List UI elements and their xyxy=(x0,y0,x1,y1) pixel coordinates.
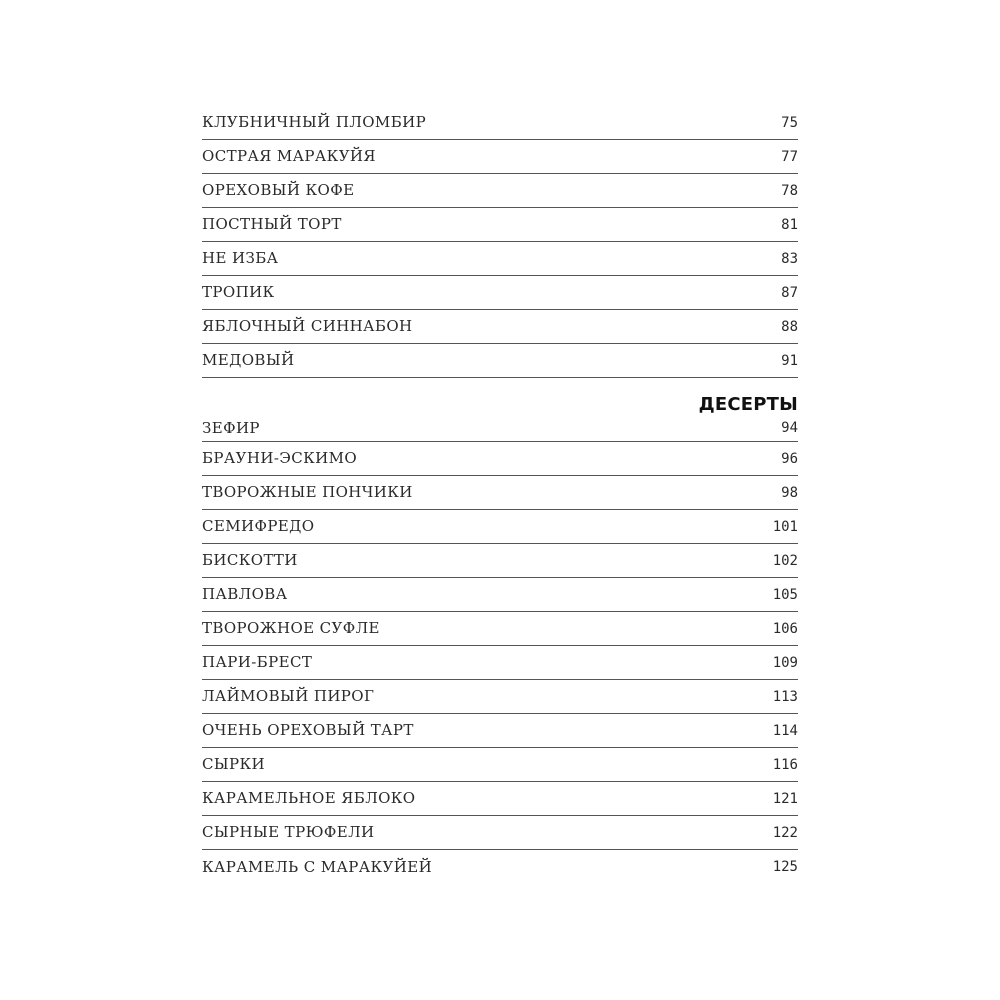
toc-entry-title: ОСТРАЯ МАРАКУЙЯ xyxy=(202,147,376,165)
toc-entry[interactable] xyxy=(202,344,798,378)
toc-entry[interactable] xyxy=(202,242,798,276)
toc-entry-page: 102 xyxy=(772,552,798,569)
toc-entry[interactable] xyxy=(202,748,798,782)
toc-entry-title: ОЧЕНЬ ОРЕХОВЫЙ ТАРТ xyxy=(202,721,414,739)
toc-entry-title: ТВОРОЖНОЕ СУФЛЕ xyxy=(202,619,380,637)
toc-entry-page: 101 xyxy=(772,518,798,535)
toc-entry-title: ПОСТНЫЙ ТОРТ xyxy=(202,215,342,233)
toc-entry-page: 125 xyxy=(772,859,798,875)
toc-entry-page: 98 xyxy=(781,484,798,501)
toc-section-desserts xyxy=(202,395,798,884)
toc-entry-title: КАРАМЕЛЬ С МАРАКУЙЕЙ xyxy=(202,857,433,876)
toc-entry[interactable] xyxy=(202,544,798,578)
toc-entry-title: ТВОРОЖНЫЕ ПОНЧИКИ xyxy=(202,483,413,501)
toc-entry-title: КАРАМЕЛЬНОЕ ЯБЛОКО xyxy=(202,789,416,807)
toc-entry[interactable] xyxy=(202,578,798,612)
toc-entry-page: 105 xyxy=(772,586,798,603)
toc-entry-title: ПАВЛОВА xyxy=(202,585,288,603)
toc-section-1 xyxy=(202,106,798,378)
toc-entry[interactable] xyxy=(202,612,798,646)
section-heading: ДЕСЕРТЫ xyxy=(698,394,798,415)
toc-entry-page: 81 xyxy=(781,216,798,233)
toc-entry[interactable] xyxy=(202,510,798,544)
toc-entry-page: 94 xyxy=(781,420,798,436)
toc-entry-title: СЫРКИ xyxy=(202,755,266,773)
toc-entry-page: 106 xyxy=(772,620,798,637)
toc-entry-title: СЫРНЫЕ ТРЮФЕЛИ xyxy=(202,823,375,841)
toc-entry-page: 122 xyxy=(772,824,798,841)
toc-entry[interactable] xyxy=(202,782,798,816)
toc-entry-title: ЗЕФИР xyxy=(202,418,260,437)
toc-entry-page: 116 xyxy=(772,756,798,773)
toc-entry[interactable] xyxy=(202,714,798,748)
toc-entry[interactable] xyxy=(202,442,798,476)
toc-entry-title: ТРОПИК xyxy=(202,283,275,301)
toc-entry-page: 96 xyxy=(781,450,798,467)
toc-entry-page: 87 xyxy=(781,284,798,301)
toc-entry-page: 109 xyxy=(772,654,798,671)
toc-entry[interactable] xyxy=(202,680,798,714)
toc-entry-page: 75 xyxy=(781,114,798,131)
toc-section-1-entries xyxy=(202,106,798,378)
toc-entry[interactable] xyxy=(202,276,798,310)
toc-entry-page: 113 xyxy=(772,688,798,705)
toc-entry-title: БИСКОТТИ xyxy=(202,551,298,569)
toc-entry-title: ЯБЛОЧНЫЙ СИННАБОН xyxy=(202,317,413,335)
toc-entry-title: КЛУБНИЧНЫЙ ПЛОМБИР xyxy=(202,113,427,131)
toc-entry-title: МЕДОВЫЙ xyxy=(202,351,295,369)
toc-entry-title: НЕ ИЗБА xyxy=(202,249,279,267)
toc-entry-title: БРАУНИ-ЭСКИМО xyxy=(202,449,358,467)
toc-entry-title: СЕМИФРЕДО xyxy=(202,517,315,535)
toc-entry-page: 91 xyxy=(781,352,798,369)
toc-entry[interactable] xyxy=(202,208,798,242)
toc-entry[interactable] xyxy=(202,140,798,174)
toc-entry-page: 77 xyxy=(781,148,798,165)
toc-entry-page: 114 xyxy=(772,722,798,739)
toc-section-desserts-entries xyxy=(202,415,798,884)
toc-entry[interactable] xyxy=(202,646,798,680)
toc-entry-title: ЛАЙМОВЫЙ ПИРОГ xyxy=(202,687,375,705)
toc-entry[interactable] xyxy=(202,816,798,850)
toc-entry[interactable] xyxy=(202,415,798,442)
table-of-contents xyxy=(202,106,798,884)
toc-entry-title: ПАРИ-БРЕСТ xyxy=(202,653,313,671)
toc-entry-page: 88 xyxy=(781,318,798,335)
toc-entry-page: 78 xyxy=(781,182,798,199)
toc-entry[interactable] xyxy=(202,476,798,510)
toc-entry-title: ОРЕХОВЫЙ КОФЕ xyxy=(202,181,355,199)
toc-entry[interactable] xyxy=(202,850,798,884)
toc-entry-page: 83 xyxy=(781,250,798,267)
toc-entry[interactable] xyxy=(202,310,798,344)
toc-entry-page: 121 xyxy=(772,790,798,807)
toc-entry[interactable] xyxy=(202,106,798,140)
toc-entry[interactable] xyxy=(202,174,798,208)
